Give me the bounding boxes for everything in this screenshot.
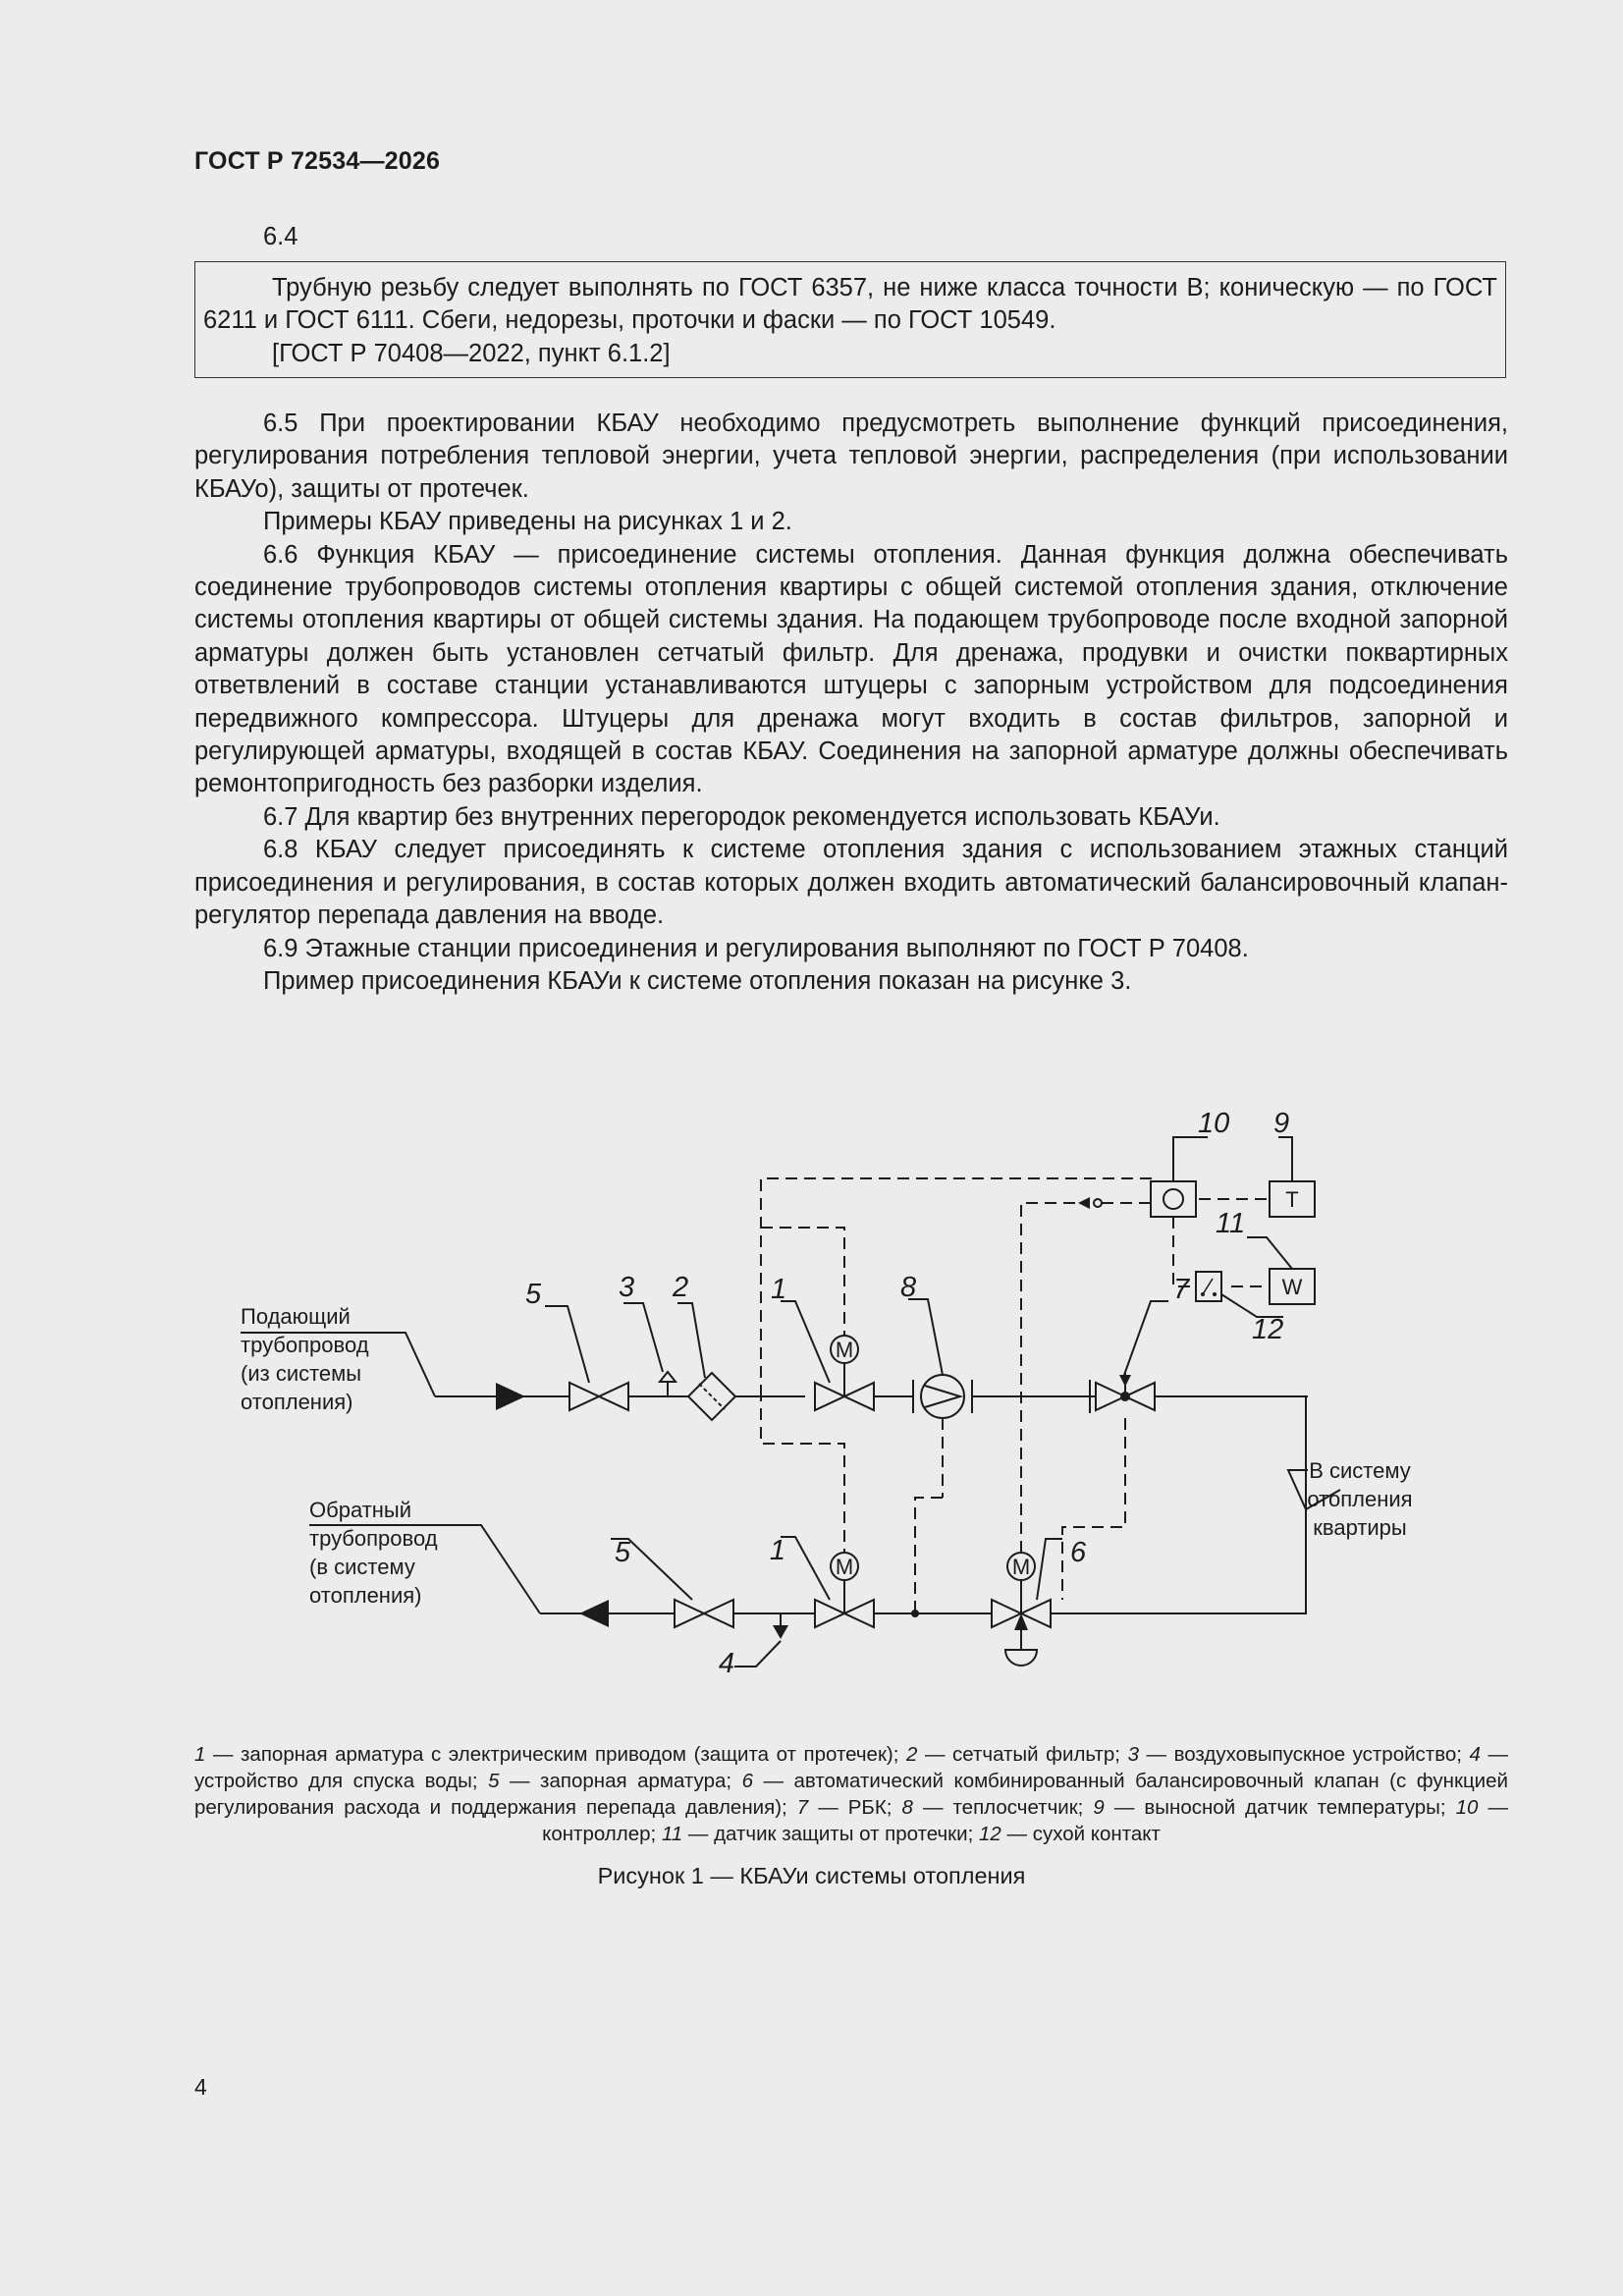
paragraph-6-6: 6.6 Функция КБАУ — присоединение системы отопления. Данная функция должна обеспечивать соединение трубопроводов системы отопления квартиры с общей системой отопления здания, отключение системы отопления квартиры от общей системы здания. На подающем трубопроводе после входной запорной арматуры должен быть установлен сетчатый фильтр. Для дренажа, продувки и очистки поквартирных ответвлений в составе станции устанавливаются штуцеры с запорным устройством для подсоединения передвижного компрессора. Штуцеры для дренажа могут входить в состав фильтров, запорной и регулирующей арматуры, входящей в состав КБАУ. Соединения на запорной арматуре должны обеспечивать ремонтопригодность без разборки изделия. [194,540,1508,798]
quoted-requirement-reference: [ГОСТ Р 70408—2022, пункт 6.1.2] [272,339,671,367]
schematic-diagram [187,1095,1522,1704]
callout-1: 1 [771,1274,787,1305]
svg-text:(из системы: (из системы [241,1361,362,1386]
air-vent-icon [660,1372,676,1382]
callout-2: 2 [673,1272,689,1303]
svg-text:отопления: отопления [1307,1487,1413,1511]
callout-3: 3 [619,1272,635,1303]
svg-text:трубопровод: трубопровод [309,1526,438,1551]
svg-text:Подающий: Подающий [241,1304,351,1329]
callout-11: 11 [1216,1208,1246,1239]
svg-text:Обратный: Обратный [309,1498,412,1522]
svg-text:квартиры: квартиры [1313,1515,1407,1540]
figure-legend: 1 — запорная арматура с электрическим приводом (защита от протечек); 2 — сетчатый фильтр; 3 — воздуховыпускное устройство; 4 — устройство для спуска воды; 5 — запорная арматура; 6 — автоматический комбинированный балансировочный клапан (с функцией регулирования расхода и поддержания перепада давления); 7 — РБК; 8 — теплосчетчик; 9 — выносной датчик температуры; 10 — контроллер; 11 — датчик защиты от протечки; 12 — сухой контакт [194,1743,1508,1845]
callout-1-return: 1 [769,1535,785,1566]
callout-5-return: 5 [614,1537,630,1568]
supply-flow-arrow-icon [496,1383,525,1410]
paragraph-examples: Примеры КБАУ приведены на рисунках 1 и 2. [263,508,792,536]
svg-text:(в систему: (в систему [309,1555,415,1579]
motor-label: M [835,1338,854,1362]
callout-8: 8 [900,1272,917,1303]
return-pipe-label [309,1498,438,1608]
figure-1-schematic [187,1095,1522,1704]
callout-4: 4 [718,1648,734,1679]
svg-text:отопления): отопления) [241,1390,353,1414]
callout-6: 6 [1070,1537,1087,1568]
apartment-system-label [1307,1458,1412,1540]
svg-text:трубопровод: трубопровод [241,1333,369,1357]
callout-5: 5 [525,1279,542,1310]
svg-text:В систему: В систему [1309,1458,1411,1483]
section-6-4-number: 6.4 [263,223,298,250]
quoted-requirement-text: Трубную резьбу следует выполнять по ГОСТ 6357, не ниже класса точности В; коническую — по ГОСТ 6211 и ГОСТ 6111. Сбеги, недорезы, проточки и фаски — по ГОСТ 10549. [203,274,1497,335]
apartment-loop-pipe [1060,1396,1306,1613]
return-flow-arrow-icon [579,1600,609,1627]
paragraph-6-7: 6.7 Для квартир без внутренних перегородок рекомендуется использовать КБАУи. [263,802,1220,831]
paragraph-figure-3-ref: Пример присоединения КБАУи к системе отопления показан на рисунке 3. [263,966,1132,995]
paragraph-6-9: 6.9 Этажные станции присоединения и регулирования выполняют по ГОСТ Р 70408. [263,934,1249,962]
svg-text:отопления): отопления) [309,1583,422,1608]
body-text [194,408,1508,998]
strainer-filter-icon [688,1373,735,1420]
paragraph-6-5: 6.5 При проектировании КБАУ необходимо предусмотреть выполнение функций присоединения, регулирования потребления тепловой энергии, учета тепловой энергии, распределения (при использовании КБАУо), защиты от протечек. [194,410,1508,503]
supply-pipe-label [241,1304,369,1414]
callout-12: 12 [1252,1314,1284,1345]
callout-10: 10 [1198,1108,1230,1139]
motor-label: M [1011,1555,1031,1579]
quoted-requirement-box [194,261,1506,378]
temperature-sensor-label: T [1285,1187,1299,1212]
figure-caption: Рисунок 1 — КБАУи системы отопления [597,1863,1026,1888]
document-header: ГОСТ Р 72534—2026 [194,147,441,175]
pressure-port-icon [1005,1650,1037,1666]
paragraph-6-8: 6.8 КБАУ следует присоединять к системе отопления здания с использованием этажных станций присоединения и регулирования, в состав которых должен входить автоматический балансировочный клапан-регулятор перепада давления на вводе. [194,836,1508,930]
shutoff-valve-icon [675,1600,733,1627]
page-number: 4 [194,2074,207,2100]
leak-sensor-label: W [1281,1275,1303,1299]
callout-7: 7 [1173,1274,1190,1305]
dry-contact-icon [1196,1272,1221,1301]
drain-device-icon [773,1625,788,1639]
motor-label: M [835,1555,854,1579]
callout-9: 9 [1273,1108,1290,1139]
shutoff-valve-icon [569,1383,628,1410]
